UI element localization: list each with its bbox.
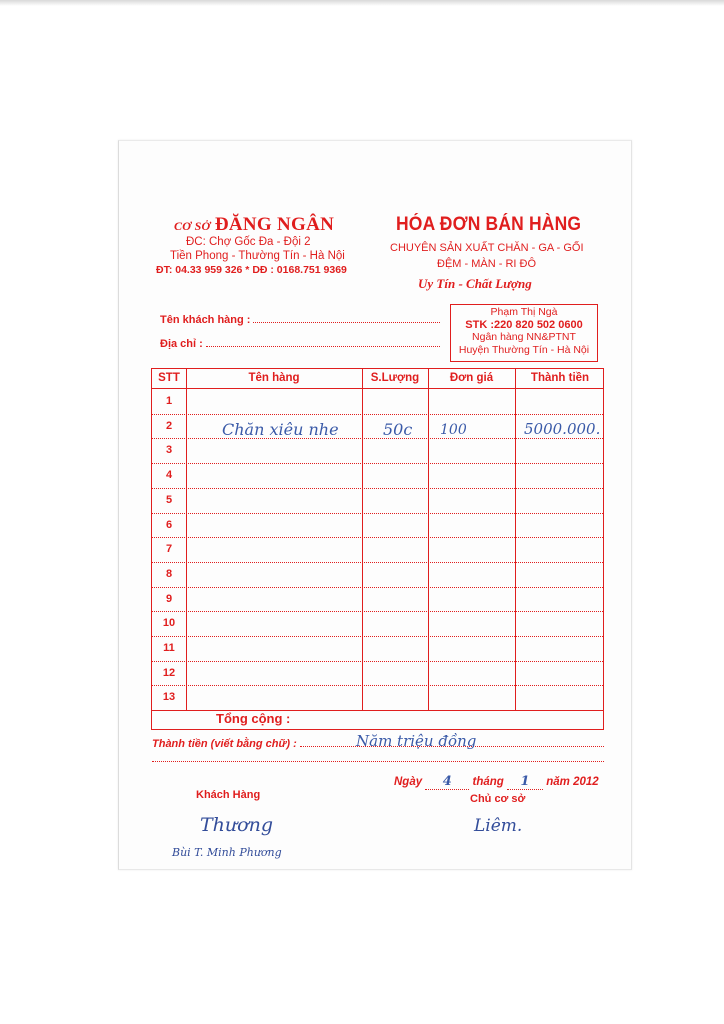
scan-edge: [0, 0, 724, 6]
customer-name-label: Tên khách hàng :: [160, 314, 251, 326]
shop-prefix: CƠ SỞ: [174, 219, 211, 233]
row-number: 2: [165, 419, 173, 432]
row-divider: [152, 414, 603, 415]
amount-words-dots-2: [152, 760, 604, 762]
customer-address-label: Địa chỉ :: [160, 338, 203, 350]
row-divider: [152, 488, 603, 489]
row-number: 9: [165, 592, 173, 605]
row-divider: [152, 636, 603, 637]
owner-signature: Liêm.: [474, 816, 523, 836]
row-divider: [152, 587, 603, 588]
date-month-label: tháng: [472, 776, 504, 788]
date-month: 1: [520, 774, 530, 789]
customer-address-field: [160, 338, 440, 350]
header-price: Đơn giá: [449, 372, 494, 384]
amount-words-label: Thành tiền (viết bằng chữ) :: [152, 738, 297, 750]
bank-branch: Huyện Thường Tín - Hà Nội: [458, 343, 590, 356]
header-stt: STT: [158, 372, 180, 384]
shop-address-2: Tiền Phong - Thường Tín - Hà Nội: [170, 250, 345, 262]
amount-words-value: Năm triệu đồng: [356, 732, 477, 750]
shop-address-1: ĐC: Chợ Gốc Đa - Đội 2: [186, 236, 311, 248]
date-day-slot: [425, 774, 469, 790]
row-number: 13: [162, 691, 176, 704]
bank-info-box: [450, 304, 598, 362]
header-divider: [152, 388, 603, 389]
bank-owner: Phạm Thị Ngà: [490, 306, 558, 318]
row-number: 10: [162, 617, 176, 630]
row-number: 8: [165, 567, 173, 580]
total-label: Tổng cộng :: [216, 711, 291, 726]
customer-signature: Thương: [200, 814, 273, 836]
bank-name: Ngân hàng NN&PTNT: [472, 331, 576, 343]
bank-account: STK :220 820 502 0600: [465, 318, 583, 331]
customer-fullname: Bùi T. Minh Phương: [172, 846, 282, 859]
slogan: Uy Tín - Chất Lượng: [418, 276, 532, 291]
row-number: 5: [165, 493, 173, 506]
row2-item: Chăn xiêu nhe: [222, 420, 339, 439]
row-divider: [152, 513, 603, 514]
row-divider: [152, 611, 603, 612]
row2-amount: 5000.000.: [524, 420, 601, 438]
date-day: 4: [442, 774, 452, 789]
row2-price: 100: [440, 422, 467, 438]
invoice-title: HÓA ĐƠN BÁN HÀNG: [396, 214, 582, 235]
row-divider: [152, 661, 603, 662]
row-number: 1: [165, 395, 173, 407]
row-divider: [152, 685, 603, 686]
col-divider: [186, 369, 187, 710]
row-number: 6: [165, 518, 173, 531]
customer-name-field: [160, 314, 440, 326]
shop-name: ĐĂNG NGÂN: [214, 214, 335, 235]
specialty-line-1: CHUYÊN SẢN XUẤT CHĂN - GA - GỐI: [390, 242, 584, 254]
customer-name-dots: [253, 321, 440, 323]
header-amount: Thành tiền: [530, 372, 590, 384]
owner-signature-label: Chủ cơ sở: [470, 793, 526, 805]
col-divider: [428, 369, 429, 710]
row-number: 7: [165, 543, 173, 556]
date-year-label: năm 2012: [546, 776, 599, 788]
row-divider: [152, 463, 603, 464]
customer-signature-label: Khách Hàng: [196, 789, 261, 801]
date-month-slot: [507, 774, 543, 790]
row-divider: [152, 537, 603, 538]
col-divider: [515, 369, 516, 710]
row-number: 4: [165, 469, 173, 482]
row-number: 3: [165, 444, 173, 457]
header-item: Tên hàng: [248, 372, 300, 384]
date-day-label: Ngày: [394, 776, 423, 788]
row-divider: [152, 438, 603, 439]
shop-title: [174, 214, 334, 236]
invoice-date: [394, 774, 599, 790]
row2-qty: 50c: [383, 420, 413, 439]
specialty-line-2: ĐỆM - MÀN - RI ĐÔ: [437, 258, 536, 270]
customer-address-dots: [206, 345, 440, 347]
row-divider: [152, 562, 603, 563]
col-divider: [362, 369, 363, 710]
row-number: 11: [163, 642, 175, 654]
row-number: 12: [162, 666, 176, 679]
shop-phone: ĐT: 04.33 959 326 * DĐ : 0168.751 9369: [156, 264, 347, 276]
header-qty: S.Lượng: [370, 372, 420, 384]
